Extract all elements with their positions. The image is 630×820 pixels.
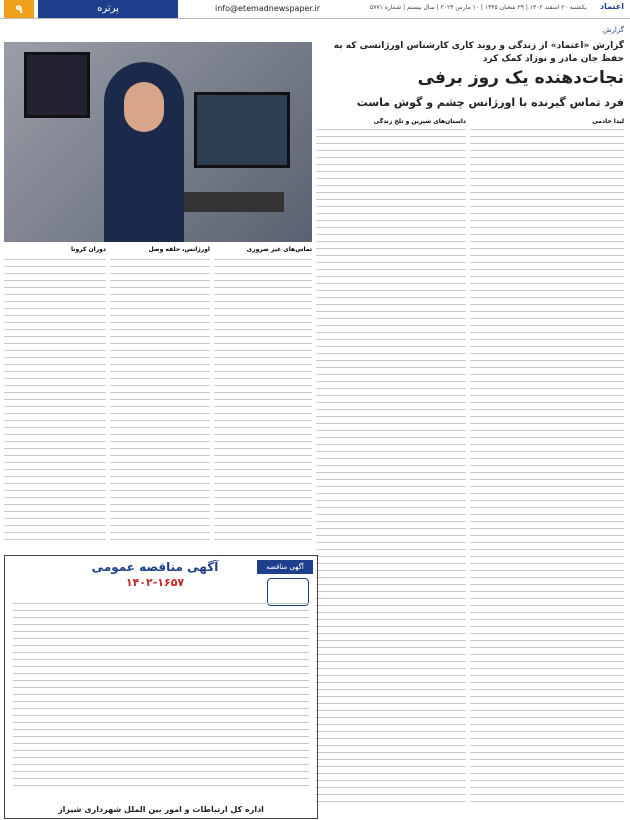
column-heading: داستان‌های شیرین و تلخ زندگی: [373, 118, 466, 125]
dateline: یکشنبه ۲۰ اسفند ۱۴۰۲ | ۲۹ شعبان ۱۴۴۵ | ۱۰ مارس ۲۰۲۴ | سال بیستم | شماره ۵۷۷۱: [370, 4, 587, 11]
keyboard-shape: [184, 192, 284, 212]
tender-advertisement: [4, 555, 318, 819]
face-shape: [124, 82, 164, 132]
column-heading: تماس‌های غیر ضروری: [246, 246, 312, 253]
page-number: ۹: [4, 0, 34, 18]
top-bar: [0, 0, 630, 19]
article-column-4: [110, 246, 210, 546]
article-headline: نجات‌دهنده یک روز برفی: [417, 68, 624, 88]
column-heading: اورژانس، حلقه وصل: [148, 246, 210, 253]
email: info@etemadnewspaper.ir: [215, 4, 321, 13]
article-subhead: فرد تماس گیرنده با اورژانس چشم و گوش ماست: [356, 96, 624, 109]
ad-footer: اداره کل ارتباطات و امور بین الملل شهرداری شیراز: [58, 805, 264, 814]
column-heading: دوران کرونا: [71, 246, 106, 253]
ad-title: آگهی مناقصه عمومی: [91, 560, 219, 574]
body-text-lines: [214, 256, 312, 546]
article-tag: گزارش: [602, 26, 624, 34]
body-text-lines: [4, 256, 106, 546]
article-kicker: گزارش «اعتماد» از زندگی و روند کاری کارشناس اورژانسی که به حفظ جان مادر و نوزاد کمک کرد: [333, 41, 624, 64]
article-photo: [4, 42, 312, 242]
monitor-shape: [24, 52, 90, 118]
article-column-2: [316, 118, 466, 818]
body-text-lines: [470, 128, 624, 808]
monitor-shape: [194, 92, 290, 168]
ad-corner-label: آگهی مناقصه: [257, 560, 313, 574]
body-text-lines: [316, 128, 466, 808]
article-column-3: [214, 246, 312, 546]
ad-number: ۱۴۰۲-۱۶۵۷: [125, 576, 185, 589]
body-text-lines: [110, 256, 210, 546]
article-column-5: [4, 246, 106, 546]
newspaper-logo: اعتماد: [600, 2, 624, 11]
section-label: پرتره: [38, 0, 178, 18]
column-heading: لیدا خادمی: [592, 118, 624, 125]
article-column-1: [470, 118, 624, 818]
ad-body-text: [13, 602, 309, 792]
